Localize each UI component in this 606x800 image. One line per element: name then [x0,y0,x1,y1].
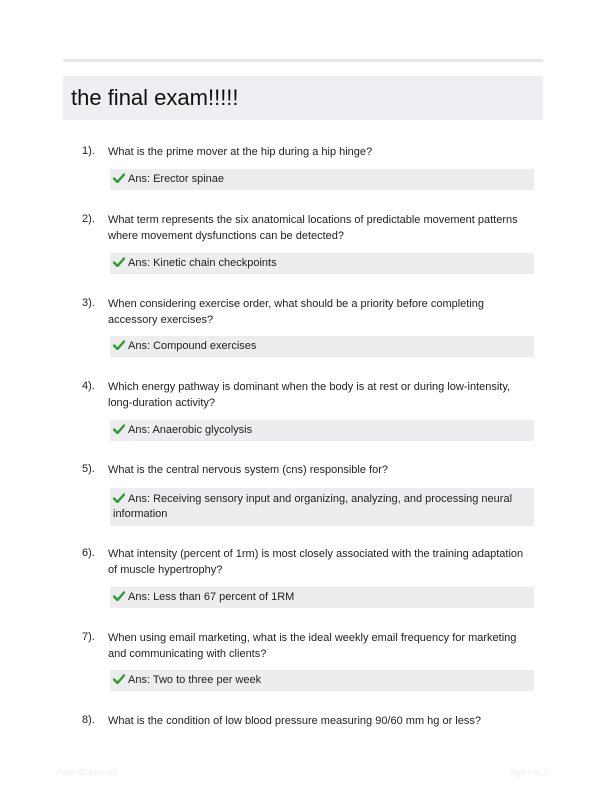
question-text: What is the condition of low blood pressure measuring 90/60 mm hg or less? [108,715,481,727]
answer-text: Ans: Two to three per week [128,674,262,686]
answer-text: Ans: Receiving sensory input and organizing, analyzing, and processing neural information [113,493,513,520]
answer-box [110,253,534,274]
checkmark-icon [113,591,125,601]
checkmark-icon [113,674,125,684]
top-divider [63,59,543,62]
question-number: 6). [82,547,95,559]
answer-box [110,670,534,691]
question-text: What is the central nervous system (cns) responsible for? [108,464,389,476]
checkmark-icon [113,173,125,183]
checkmark-icon [113,340,125,350]
answer-box [110,169,534,190]
answer-text: Ans: Erector spinae [128,173,224,185]
question-number: 2). [82,213,95,225]
question-text: What intensity (percent of 1rm) is most closely associated with the training adaptation of muscle hypertrophy? [108,548,524,576]
answer-box [110,488,534,526]
question-number: 4). [82,380,95,392]
question-text: Which energy pathway is dominant when the body is at rest or during low-intensity, long-duration activity? [108,381,511,409]
footer-watermark: PaperStripe.com [57,768,117,777]
question-text: When considering exercise order, what should be a priority before completing accessory exercises? [108,298,485,326]
question-text: What is the prime mover at the hip during a hip hinge? [108,146,373,158]
question-text: When using email marketing, what is the ideal weekly email frequency for marketing and communicating with clients? [108,632,517,660]
title-banner [63,76,543,120]
answer-text: Ans: Kinetic chain checkpoints [128,257,277,269]
answer-text: Ans: Anaerobic glycolysis [128,424,253,436]
checkmark-icon [113,493,125,503]
question-number: 5). [82,463,95,475]
question-number: 8). [82,714,95,726]
document-title: the final exam!!!!! [71,85,239,110]
question-number: 7). [82,631,95,643]
checkmark-icon [113,257,125,267]
answer-box [110,336,534,357]
answer-text: Ans: Compound exercises [128,340,257,352]
answer-box [110,420,534,441]
checkmark-icon [113,424,125,434]
question-text: What term represents the six anatomical locations of predictable movement patterns where movement dysfunctions can be detected? [108,214,518,242]
page-number: Page 1 of 22 [509,768,550,777]
question-number: 1). [82,145,95,157]
answer-box [110,587,534,608]
question-number: 3). [82,297,95,309]
answer-text: Ans: Less than 67 percent of 1RM [128,591,295,603]
